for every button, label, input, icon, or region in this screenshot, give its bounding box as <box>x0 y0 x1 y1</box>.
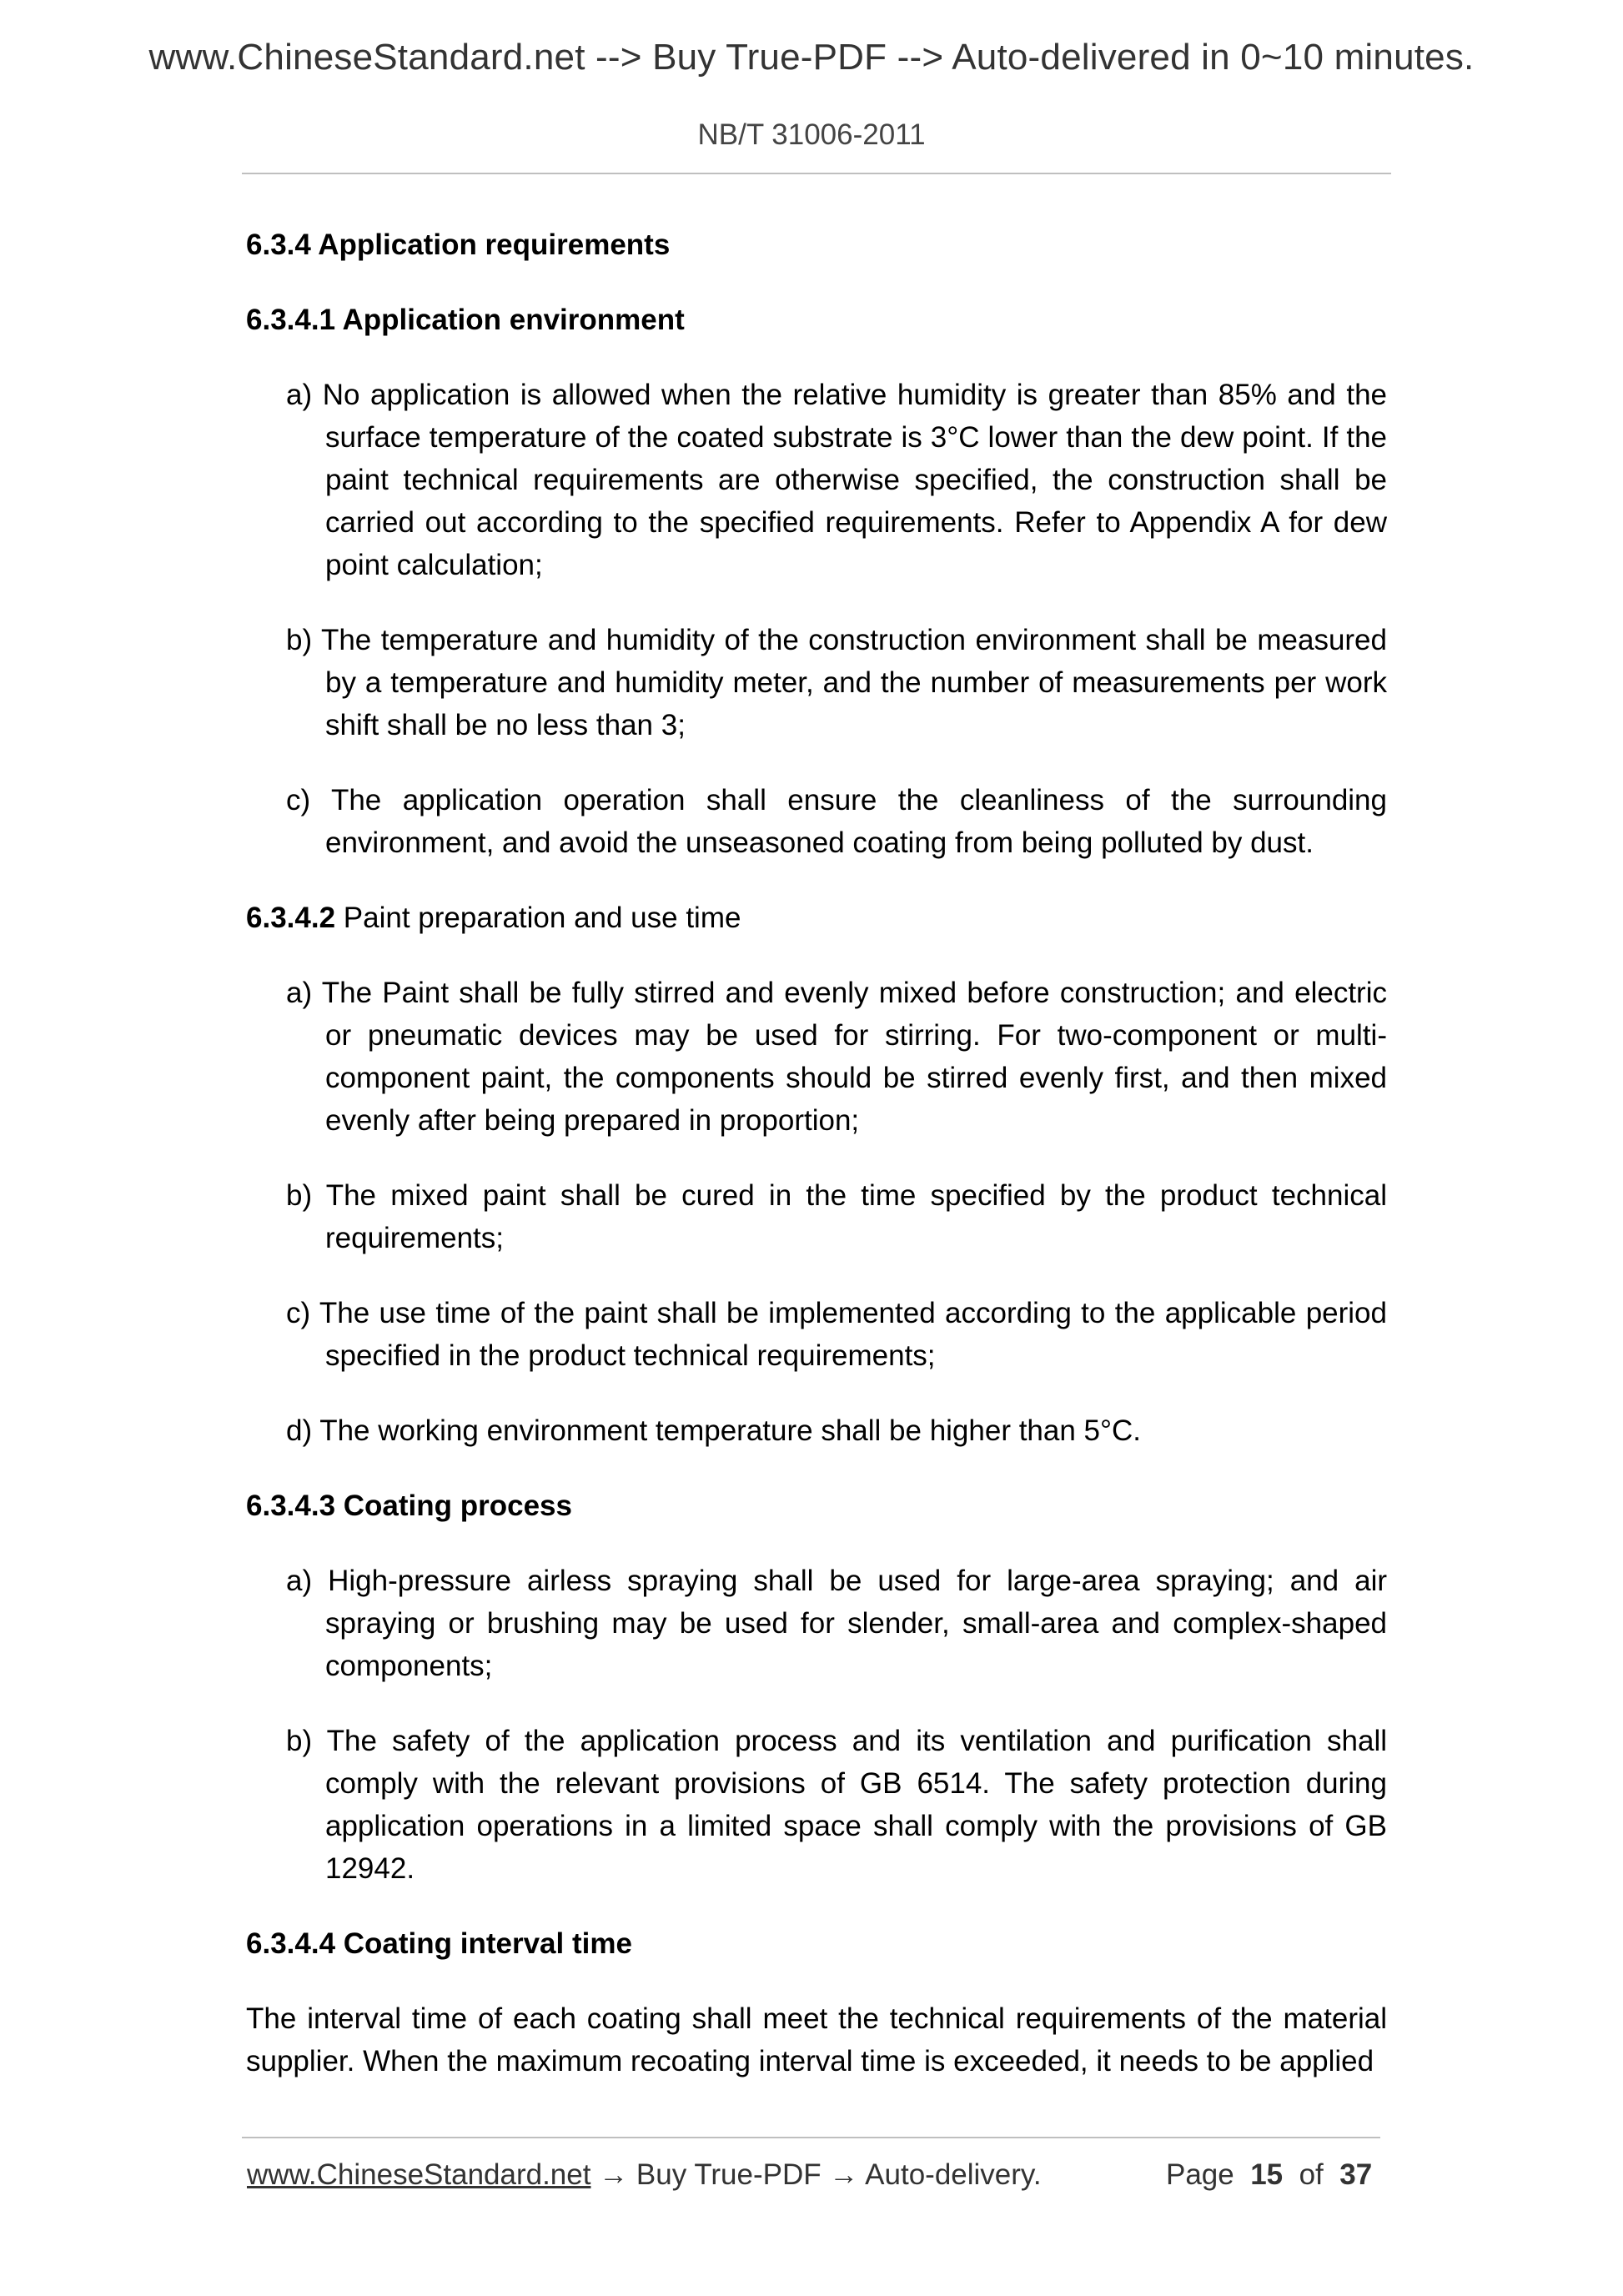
top-banner: www.ChineseStandard.net --> Buy True-PDF --> Auto-delivered in 0~10 minutes. <box>148 37 1475 78</box>
heading-6-3-4-4: 6.3.4.4 Coating interval time <box>246 1927 632 1960</box>
list-item: b) The safety of the application process and its ventilation and purification shall comply with the relevant provisions of GB 6514. The safety protection during application operations in a limited space shall comply with the provisions of GB 12942. <box>286 1725 1387 1885</box>
list-item: a) The Paint shall be fully stirred and evenly mixed before construction; and electric or pneumatic devices may be used for stirring. For two-component or multi-component paint, the components should be stirred evenly first, and then mixed evenly after being prepared in proportion; <box>286 977 1387 1137</box>
page-label: Page <box>1166 2158 1234 2191</box>
footer-site-link[interactable]: www.ChineseStandard.net <box>247 2158 591 2191</box>
footer-rule <box>242 2137 1380 2138</box>
list-item: a) No application is allowed when the relative humidity is greater than 85% and the surface temperature of the coated substrate is 3°C lower than the dew point. If the paint technical requirements are otherwise specified, the construction shall be carried out according to the specified requirements. Refer to Appendix A for dew point calculation; <box>286 379 1387 581</box>
list-item: b) The mixed paint shall be cured in the time specified by the product technical requirements; <box>286 1179 1387 1254</box>
list-item: d) The working environment temperature shall be higher than 5°C. <box>286 1414 1142 1447</box>
list-item: a) High-pressure airless spraying shall be used for large-area spraying; and air spraying or brushing may be used for slender, small-area and complex-shaped components; <box>286 1565 1387 1682</box>
list-item: c) The application operation shall ensure the cleanliness of the surrounding environment, and avoid the unseasoned coating from being polluted by dust. <box>286 784 1387 859</box>
heading-6-3-4-2 <box>246 897 1387 939</box>
footer-left <box>247 2158 1042 2192</box>
body-paragraph: The interval time of each coating shall meet the technical requirements of the material supplier. When the maximum recoating interval time is exceeded, it needs to be applied <box>246 2002 1387 2077</box>
header-rule <box>242 173 1391 174</box>
page-content <box>246 224 1387 2082</box>
doc-number: NB/T 31006-2011 <box>697 118 926 151</box>
footer-tagline: → Buy True-PDF → Auto-delivery. <box>590 2158 1042 2191</box>
list-item: c) The use time of the paint shall be implemented according to the applicable period specified in the product technical requirements; <box>286 1297 1387 1372</box>
page-indicator <box>1166 2158 1372 2192</box>
page-total: 37 <box>1339 2158 1373 2191</box>
heading-6-3-4-3: 6.3.4.3 Coating process <box>246 1490 572 1522</box>
heading-6-3-4-1: 6.3.4.1 Application environment <box>246 304 685 336</box>
heading-text: Paint preparation and use time <box>335 902 741 934</box>
heading-number: 6.3.4.2 <box>246 902 336 934</box>
heading-6-3-4: 6.3.4 Application requirements <box>246 229 671 261</box>
of-label: of <box>1299 2158 1324 2191</box>
page-current: 15 <box>1250 2158 1284 2191</box>
list-item: b) The temperature and humidity of the construction environment shall be measured by a temperature and humidity meter, and the number of measurements per work shift shall be no less than 3; <box>286 624 1387 741</box>
